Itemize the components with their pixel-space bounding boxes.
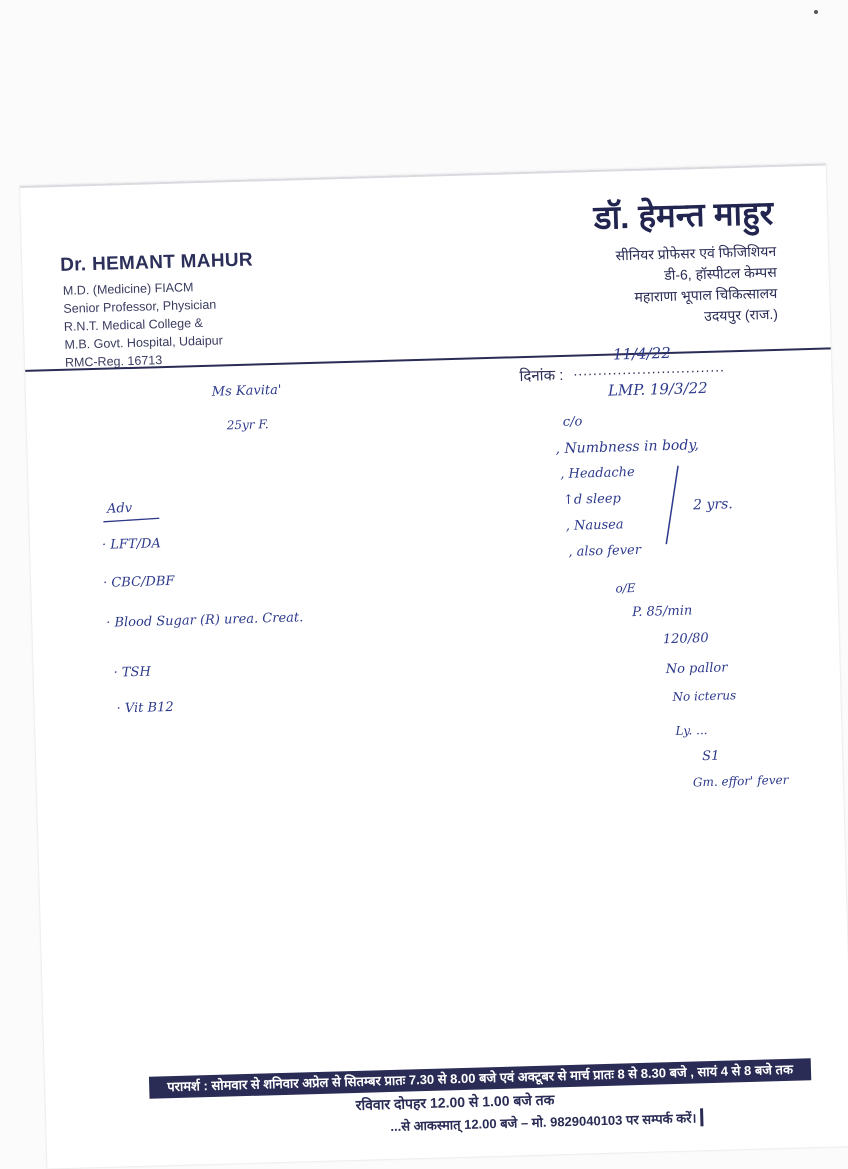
complaints-heading: c/o [562, 414, 583, 430]
credential-line: RMC-Reg. 16713 [64, 353, 163, 370]
vital-item: P. 85/min [631, 603, 693, 621]
vital-item: Ly. ... [675, 723, 708, 738]
advice-underline [103, 518, 159, 522]
patient-name: Ms Kavita' [211, 382, 282, 400]
complaint-duration: 2 yrs. [692, 496, 733, 514]
complaint-item: , Headache [560, 464, 635, 483]
date-label: दिनांक : [519, 366, 564, 386]
prescription-sheet [20, 163, 848, 1168]
scan-speck [814, 10, 818, 14]
emergency-contact: ...से आकस्मात् 12.00 बजे – मो. 9829040103 पर सम्पर्क करें। [386, 1108, 704, 1135]
credential-line: Senior Professor, Physician [63, 297, 217, 316]
sunday-hours: रविवार दोपहर 12.00 से 1.00 बजे तक [355, 1091, 555, 1113]
consultation-hours-banner: परामर्श : सोमवार से शनिवार अप्रेल से सितम्बर प्रातः 7.30 से 8.00 बजे एवं अक्टूबर से मार्च प्रातः 8 से 8.30 बजे , सायं 4 से 8 बजे तक [149, 1058, 811, 1098]
complaint-bracket-line [664, 466, 680, 544]
vital-item: 120/80 [662, 630, 709, 648]
investigation-item: · TSH [113, 664, 152, 681]
doctor-name-english: Dr. HEMANT MAHUR [59, 249, 254, 276]
lmp-note: LMP. 19/3/22 [607, 378, 708, 400]
investigation-item: · Blood Sugar (R) urea. Creat. [106, 610, 304, 631]
examination-heading: o/E [615, 580, 636, 596]
complaint-item: , Nausea [565, 517, 624, 534]
address-line: महाराणा भूपाल चिकित्सालय [634, 284, 778, 305]
advice-heading: Adv [106, 500, 133, 517]
credential-line: R.N.T. Medical College & [63, 315, 204, 334]
complaint-item: , Numbness in body, [555, 437, 700, 458]
patient-age-sex: 25yr F. [226, 417, 269, 433]
address-line: सीनियर प्रोफेसर एवं फिजिशियन [615, 242, 777, 264]
handwritten-strokes [20, 163, 848, 1168]
heart-sounds: S1 [701, 748, 720, 765]
investigation-item: · Vit B12 [116, 699, 174, 717]
complaint-item: ↑d sleep [562, 491, 622, 508]
date-dotted-line: ............................... [573, 358, 726, 379]
investigation-item: · LFT/DA [101, 536, 162, 553]
vital-item: No icterus [672, 688, 737, 704]
address-line: उदयपुर (राज.) [703, 305, 779, 324]
doctor-name-hindi: डॉ. हेमन्त माहुर [593, 193, 774, 236]
general-examination: Gm. effor' fever [692, 772, 789, 790]
credential-line: M.D. (Medicine) FIACM [62, 280, 194, 298]
address-line: डी-6, हॉस्पीटल केम्पस [664, 263, 777, 284]
complaint-item: , also fever [568, 542, 642, 560]
investigation-item: · CBC/DBF [102, 573, 175, 591]
handwritten-date: 11/4/22 [612, 343, 671, 364]
credential-line: M.B. Govt. Hospital, Udaipur [64, 333, 223, 352]
vital-item: No pallor [665, 660, 728, 678]
